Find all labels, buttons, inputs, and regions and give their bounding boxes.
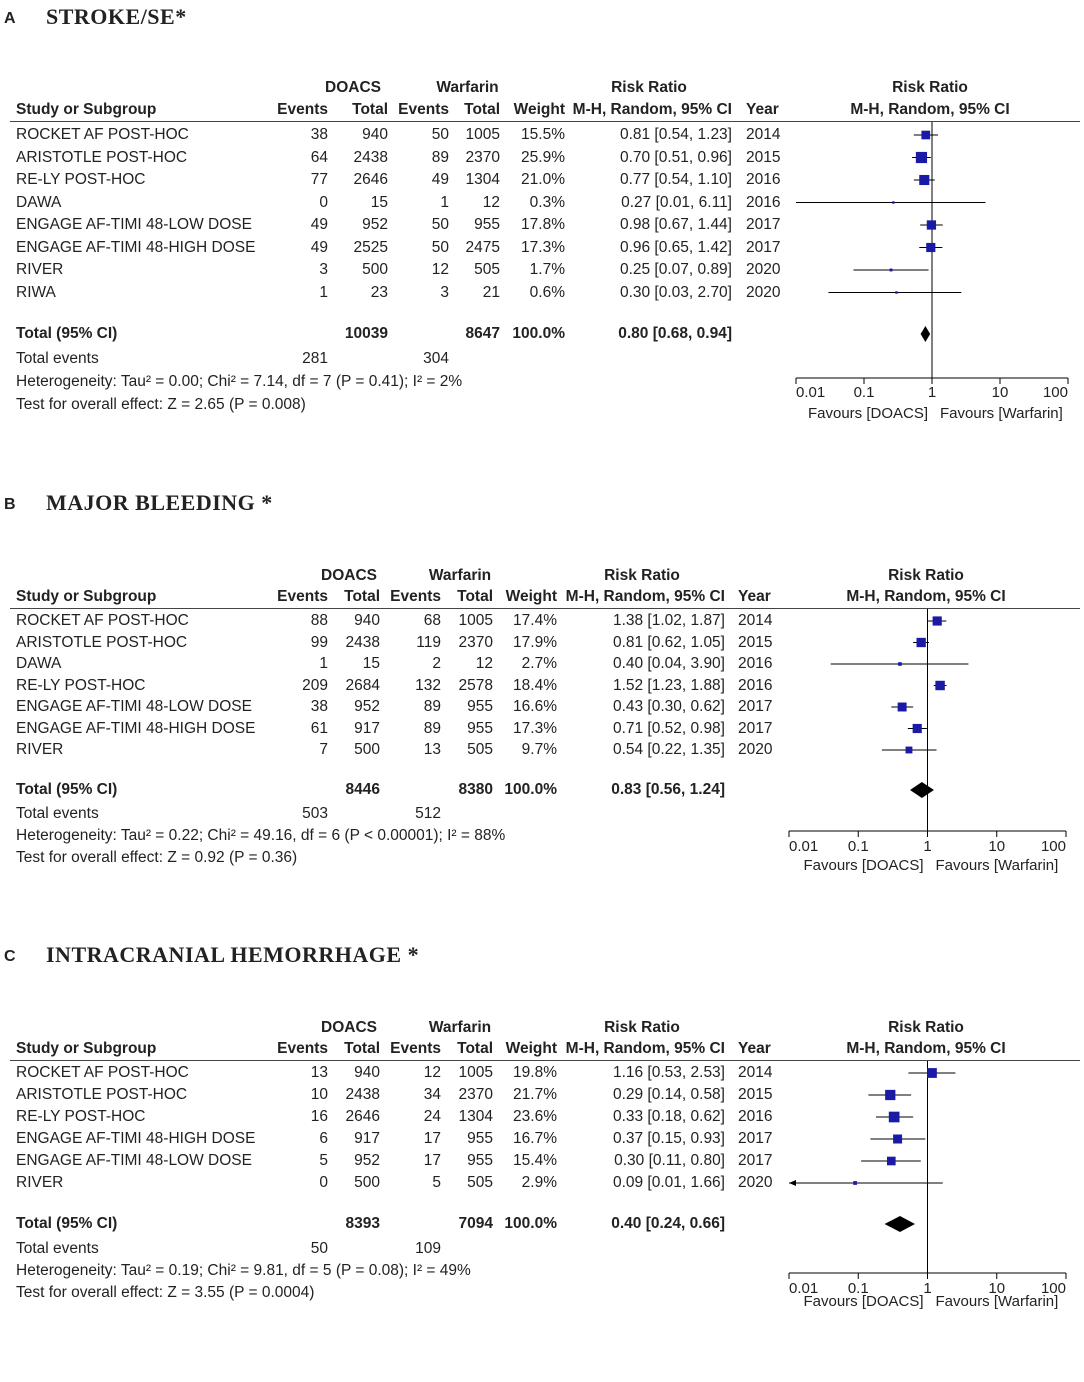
header-plot-method: M-H, Random, 95% CI xyxy=(846,588,1006,605)
x-tick-label: 0.01 xyxy=(789,838,819,855)
study-weight: 25.9% xyxy=(521,148,565,166)
header-risk-ratio: Risk Ratio xyxy=(604,1019,680,1036)
overall-effect-text: Test for overall effect: Z = 0.92 (P = 0.36) xyxy=(16,849,298,866)
forest-plot xyxy=(0,942,1084,1382)
events-warfarin: 68 xyxy=(423,612,441,629)
total-events-doacs: 281 xyxy=(302,350,328,367)
x-tick-label: 1 xyxy=(927,384,937,401)
effect-square xyxy=(906,747,913,754)
total-warfarin: 1304 xyxy=(458,1108,493,1125)
total-warfarin: 955 xyxy=(474,216,500,233)
total-warfarin: 12 xyxy=(482,193,500,211)
total-events-warfarin: 109 xyxy=(415,1240,441,1257)
events-warfarin: 13 xyxy=(423,741,441,758)
study-ci: 0.30 [0.03, 2.70] xyxy=(619,283,732,301)
study-weight: 1.7% xyxy=(529,261,565,278)
header-events-doacs: Events xyxy=(277,101,328,118)
study-name: ENGAGE AF-TIMI 48-HIGH DOSE xyxy=(16,1130,256,1147)
events-warfarin: 12 xyxy=(423,1064,441,1081)
total-doacs: 940 xyxy=(354,612,380,629)
study-year: 2015 xyxy=(738,1086,773,1103)
events-doacs: 99 xyxy=(310,633,328,651)
study-weight: 17.4% xyxy=(513,612,557,629)
panel-title: MAJOR BLEEDING * xyxy=(46,490,273,515)
study-weight: 16.6% xyxy=(513,698,557,715)
total-doacs: 15 xyxy=(370,193,388,211)
total-events-label: Total events xyxy=(16,350,99,367)
header-doacs: DOACS xyxy=(325,79,381,96)
header-warfarin: Warfarin xyxy=(436,79,499,96)
header-method: M-H, Random, 95% CI xyxy=(572,101,732,118)
header-study: Study or Subgroup xyxy=(16,101,157,118)
total-doacs: 2646 xyxy=(353,171,388,188)
study-name: ENGAGE AF-TIMI 48-LOW DOSE xyxy=(16,698,252,715)
study-ci: 0.54 [0.22, 1.35] xyxy=(612,741,725,758)
x-tick-label: 10 xyxy=(988,838,1006,855)
study-ci: 0.98 [0.67, 1.44] xyxy=(619,216,732,233)
total-doacs-sum: 8393 xyxy=(345,1215,380,1232)
events-doacs: 61 xyxy=(310,719,328,737)
total-weight: 100.0% xyxy=(512,325,565,342)
study-name: RE-LY POST-HOC xyxy=(16,171,146,188)
effect-square xyxy=(889,1112,900,1123)
study-name: RE-LY POST-HOC xyxy=(16,1108,146,1125)
events-doacs: 64 xyxy=(310,148,328,166)
header-plot-method: M-H, Random, 95% CI xyxy=(850,101,1010,118)
total-warfarin: 1005 xyxy=(458,1064,493,1081)
header-total-doacs: Total xyxy=(352,101,388,118)
favours-warfarin-label: Favours [Warfarin] xyxy=(935,857,1059,874)
total-warfarin: 2370 xyxy=(465,148,500,166)
effect-square xyxy=(927,220,936,229)
study-weight: 21.7% xyxy=(513,1086,557,1103)
total-warfarin: 2578 xyxy=(458,676,493,694)
study-year: 2016 xyxy=(746,193,781,211)
effect-square xyxy=(921,131,930,140)
total-warfarin: 12 xyxy=(475,655,493,672)
header-method: M-H, Random, 95% CI xyxy=(565,588,725,605)
study-year: 2020 xyxy=(746,261,781,278)
forest-panel-b xyxy=(0,490,1084,930)
events-warfarin: 49 xyxy=(431,171,449,188)
study-name: ENGAGE AF-TIMI 48-HIGH DOSE xyxy=(16,238,256,256)
events-warfarin: 50 xyxy=(431,126,449,143)
x-tick-label: 0.01 xyxy=(796,384,826,401)
events-warfarin: 34 xyxy=(423,1086,441,1103)
header-doacs: DOACS xyxy=(321,1019,377,1036)
favours-warfarin-label: Favours [Warfarin] xyxy=(935,1293,1059,1310)
study-name: RIVER xyxy=(16,741,64,758)
study-weight: 23.6% xyxy=(513,1108,557,1125)
x-tick-label: 0.1 xyxy=(847,1280,869,1297)
events-warfarin: 50 xyxy=(431,216,449,233)
study-name: DAWA xyxy=(16,655,62,672)
study-weight: 17.3% xyxy=(521,238,565,256)
total-events-doacs: 50 xyxy=(310,1240,328,1257)
overall-effect-text: Test for overall effect: Z = 3.55 (P = 0.0004) xyxy=(16,1284,315,1301)
header-events-warfarin: Events xyxy=(390,588,441,605)
study-year: 2016 xyxy=(738,1108,773,1125)
x-tick-label: 100 xyxy=(1040,838,1066,855)
study-year: 2017 xyxy=(738,1130,773,1147)
header-plot-risk-ratio: Risk Ratio xyxy=(888,567,964,584)
effect-square xyxy=(933,616,942,625)
study-year: 2015 xyxy=(746,148,781,166)
events-warfarin: 89 xyxy=(423,698,441,715)
total-doacs: 2525 xyxy=(353,238,388,256)
events-warfarin: 132 xyxy=(415,676,441,694)
effect-square xyxy=(927,1068,937,1078)
total-events-label: Total events xyxy=(16,805,99,822)
study-year: 2015 xyxy=(738,633,773,651)
x-tick-label: 0.1 xyxy=(847,838,869,855)
total-doacs-sum: 8446 xyxy=(345,781,380,798)
favours-doacs-label: Favours [DOACS] xyxy=(803,1293,924,1310)
header-weight: Weight xyxy=(505,1040,557,1057)
total-doacs: 2438 xyxy=(345,633,380,651)
total-warfarin: 955 xyxy=(467,698,493,715)
study-weight: 18.4% xyxy=(513,676,557,694)
study-weight: 17.8% xyxy=(521,216,565,233)
total-weight: 100.0% xyxy=(504,781,557,798)
events-doacs: 6 xyxy=(319,1130,328,1147)
study-year: 2017 xyxy=(746,216,781,233)
study-ci: 0.30 [0.11, 0.80] xyxy=(614,1152,725,1169)
study-weight: 15.4% xyxy=(513,1152,557,1169)
effect-square xyxy=(895,291,897,293)
total-doacs: 952 xyxy=(354,1152,380,1169)
effect-square xyxy=(898,703,907,712)
study-ci: 0.71 [0.52, 0.98] xyxy=(612,719,725,737)
events-doacs: 1 xyxy=(319,283,328,301)
header-events-doacs: Events xyxy=(277,588,328,605)
total-warfarin: 1005 xyxy=(465,126,500,143)
header-year: Year xyxy=(746,101,779,118)
study-weight: 16.7% xyxy=(513,1130,557,1147)
effect-square xyxy=(885,1090,895,1100)
events-doacs: 38 xyxy=(310,126,328,143)
total-doacs-sum: 10039 xyxy=(344,325,388,342)
events-doacs: 7 xyxy=(319,741,328,758)
events-warfarin: 89 xyxy=(431,148,449,166)
events-doacs: 1 xyxy=(319,655,328,672)
header-total-warfarin: Total xyxy=(457,588,493,605)
study-name: ARISTOTLE POST-HOC xyxy=(16,1086,188,1103)
study-ci: 1.16 [0.53, 2.53] xyxy=(612,1064,725,1081)
total-ci: 0.40 [0.24, 0.66] xyxy=(611,1215,725,1232)
study-weight: 17.3% xyxy=(513,719,557,737)
total-doacs: 500 xyxy=(362,261,388,278)
total-doacs: 2438 xyxy=(353,148,388,166)
panel-letter: B xyxy=(4,496,16,513)
events-doacs: 0 xyxy=(319,1174,328,1191)
total-doacs: 952 xyxy=(354,698,380,715)
study-ci: 0.27 [0.01, 6.11] xyxy=(621,193,732,211)
events-warfarin: 119 xyxy=(416,633,441,651)
total-ci: 0.80 [0.68, 0.94] xyxy=(618,325,732,342)
study-ci: 0.37 [0.15, 0.93] xyxy=(612,1130,725,1147)
study-name: ROCKET AF POST-HOC xyxy=(16,1064,189,1081)
header-total-doacs: Total xyxy=(344,1040,380,1057)
total-warfarin: 2370 xyxy=(458,633,493,651)
total-doacs: 500 xyxy=(354,1174,380,1191)
effect-square xyxy=(926,243,935,252)
events-doacs: 209 xyxy=(302,676,328,694)
total-label: Total (95% CI) xyxy=(16,1215,118,1232)
study-name: RE-LY POST-HOC xyxy=(16,676,146,694)
total-events-warfarin: 512 xyxy=(415,805,441,822)
study-weight: 9.7% xyxy=(521,741,557,758)
total-doacs: 2684 xyxy=(345,676,380,694)
total-warfarin-sum: 8647 xyxy=(465,325,500,342)
x-tick-label: 1 xyxy=(923,838,932,855)
study-year: 2017 xyxy=(738,1152,773,1169)
study-year: 2017 xyxy=(738,719,773,737)
study-weight: 15.5% xyxy=(521,126,565,143)
effect-square xyxy=(887,1157,896,1166)
events-doacs: 38 xyxy=(310,698,328,715)
events-warfarin: 24 xyxy=(423,1108,441,1125)
total-warfarin: 505 xyxy=(467,1174,493,1191)
total-ci: 0.83 [0.56, 1.24] xyxy=(611,781,725,798)
x-tick-label: 100 xyxy=(1042,384,1068,401)
favours-doacs-label: Favours [DOACS] xyxy=(807,405,928,422)
pooled-diamond xyxy=(910,782,934,798)
study-year: 2014 xyxy=(738,612,773,629)
effect-square xyxy=(935,681,944,690)
header-year: Year xyxy=(738,1040,771,1057)
total-warfarin: 2475 xyxy=(465,238,500,256)
study-name: RIVER xyxy=(16,261,64,278)
pooled-diamond xyxy=(885,1216,915,1232)
effect-square xyxy=(892,201,894,203)
study-ci: 0.40 [0.04, 3.90] xyxy=(612,655,725,672)
ci-arrow xyxy=(789,1180,796,1186)
study-ci: 0.43 [0.30, 0.62] xyxy=(612,698,725,715)
effect-square xyxy=(917,638,926,647)
effect-square xyxy=(893,1135,902,1144)
heterogeneity-text: Heterogeneity: Tau² = 0.19; Chi² = 9.81, df = 5 (P = 0.08); I² = 49% xyxy=(16,1262,471,1279)
study-name: RIVER xyxy=(16,1174,64,1191)
x-tick-label: 10 xyxy=(988,1280,1006,1297)
study-weight: 0.6% xyxy=(529,283,565,301)
total-doacs: 940 xyxy=(354,1064,380,1081)
total-doacs: 940 xyxy=(362,126,388,143)
events-warfarin: 17 xyxy=(423,1130,441,1147)
favours-warfarin-label: Favours [Warfarin] xyxy=(940,405,1063,422)
events-warfarin: 3 xyxy=(440,283,449,301)
heterogeneity-text: Heterogeneity: Tau² = 0.00; Chi² = 7.14, df = 7 (P = 0.41); I² = 2% xyxy=(16,373,463,390)
panel-letter: A xyxy=(4,10,16,27)
total-doacs: 2646 xyxy=(345,1108,380,1125)
study-year: 2016 xyxy=(746,171,781,188)
header-total-warfarin: Total xyxy=(457,1040,493,1057)
study-ci: 0.09 [0.01, 1.66] xyxy=(612,1174,725,1191)
study-name: DAWA xyxy=(16,193,62,211)
overall-effect-text: Test for overall effect: Z = 2.65 (P = 0.008) xyxy=(16,396,306,413)
study-year: 2014 xyxy=(738,1064,773,1081)
study-ci: 1.38 [1.02, 1.87] xyxy=(612,612,725,629)
total-events-label: Total events xyxy=(16,1240,99,1257)
events-warfarin: 12 xyxy=(431,261,449,278)
total-events-warfarin: 304 xyxy=(423,350,449,367)
header-weight: Weight xyxy=(513,101,565,118)
total-warfarin: 505 xyxy=(474,261,500,278)
header-warfarin: Warfarin xyxy=(428,567,492,584)
study-ci: 0.96 [0.65, 1.42] xyxy=(619,238,732,256)
panel-title: INTRACRANIAL HEMORRHAGE * xyxy=(46,942,420,967)
study-ci: 0.70 [0.51, 0.96] xyxy=(619,148,732,166)
x-tick-label: 0.01 xyxy=(789,1280,819,1297)
total-events-doacs: 503 xyxy=(302,805,328,822)
total-warfarin: 1304 xyxy=(465,171,500,188)
events-doacs: 5 xyxy=(319,1152,328,1169)
forest-panel-a xyxy=(0,0,1084,440)
study-name: ENGAGE AF-TIMI 48-HIGH DOSE xyxy=(16,719,256,737)
total-label: Total (95% CI) xyxy=(16,781,118,798)
header-plot-risk-ratio: Risk Ratio xyxy=(888,1019,964,1036)
x-tick-label: 0.1 xyxy=(853,384,875,401)
total-warfarin: 2370 xyxy=(458,1086,493,1103)
events-doacs: 77 xyxy=(310,171,328,188)
study-name: RIWA xyxy=(16,283,56,301)
study-ci: 0.29 [0.14, 0.58] xyxy=(612,1086,725,1103)
header-plot-risk-ratio: Risk Ratio xyxy=(892,79,968,96)
header-doacs: DOACS xyxy=(321,567,377,584)
events-doacs: 16 xyxy=(310,1108,328,1125)
total-doacs: 500 xyxy=(354,741,380,758)
header-total-warfarin: Total xyxy=(464,101,500,118)
effect-square xyxy=(916,152,927,163)
study-year: 2014 xyxy=(746,126,781,143)
forest-panel-c xyxy=(0,942,1084,1382)
study-weight: 17.9% xyxy=(513,633,557,651)
pooled-diamond xyxy=(921,326,931,342)
total-doacs: 23 xyxy=(370,283,388,301)
study-year: 2017 xyxy=(746,238,781,256)
events-doacs: 49 xyxy=(310,238,328,256)
favours-doacs-label: Favours [DOACS] xyxy=(803,857,924,874)
header-events-doacs: Events xyxy=(277,1040,328,1057)
events-warfarin: 5 xyxy=(432,1174,441,1191)
x-tick-label: 10 xyxy=(991,384,1009,401)
total-doacs: 2438 xyxy=(345,1086,380,1103)
study-name: ROCKET AF POST-HOC xyxy=(16,612,189,629)
study-weight: 0.3% xyxy=(529,193,565,211)
total-warfarin: 955 xyxy=(467,719,493,737)
events-doacs: 49 xyxy=(310,216,328,233)
study-ci: 0.25 [0.07, 0.89] xyxy=(619,261,732,278)
events-warfarin: 1 xyxy=(440,193,449,211)
total-label: Total (95% CI) xyxy=(16,325,118,342)
header-method: M-H, Random, 95% CI xyxy=(565,1040,725,1057)
header-events-warfarin: Events xyxy=(398,101,449,118)
study-name: ARISTOTLE POST-HOC xyxy=(16,148,188,166)
heterogeneity-text: Heterogeneity: Tau² = 0.22; Chi² = 49.16, df = 6 (P < 0.00001); I² = 88% xyxy=(16,827,506,844)
header-risk-ratio: Risk Ratio xyxy=(611,79,687,96)
study-name: ENGAGE AF-TIMI 48-LOW DOSE xyxy=(16,216,252,233)
study-name: ARISTOTLE POST-HOC xyxy=(16,633,188,651)
events-doacs: 88 xyxy=(310,612,328,629)
events-doacs: 0 xyxy=(319,193,328,211)
study-weight: 2.9% xyxy=(521,1174,557,1191)
header-risk-ratio: Risk Ratio xyxy=(604,567,680,584)
total-warfarin: 955 xyxy=(467,1130,493,1147)
events-warfarin: 50 xyxy=(431,238,449,256)
x-tick-label: 1 xyxy=(923,1280,932,1297)
study-year: 2020 xyxy=(738,741,773,758)
study-year: 2016 xyxy=(738,655,773,672)
study-ci: 0.77 [0.54, 1.10] xyxy=(619,171,732,188)
header-study: Study or Subgroup xyxy=(16,588,157,605)
events-doacs: 3 xyxy=(319,261,328,278)
study-ci: 0.33 [0.18, 0.62] xyxy=(612,1108,725,1125)
total-warfarin: 21 xyxy=(482,283,500,301)
total-doacs: 917 xyxy=(354,1130,380,1147)
total-warfarin: 1005 xyxy=(458,612,493,629)
study-year: 2016 xyxy=(738,676,773,694)
study-year: 2020 xyxy=(738,1174,773,1191)
study-name: ROCKET AF POST-HOC xyxy=(16,126,189,143)
effect-square xyxy=(913,724,922,733)
effect-square xyxy=(853,1181,857,1185)
header-year: Year xyxy=(738,588,771,605)
total-warfarin-sum: 7094 xyxy=(458,1215,493,1232)
total-doacs: 952 xyxy=(362,216,388,233)
study-weight: 19.8% xyxy=(513,1064,557,1081)
x-tick-label: 100 xyxy=(1040,1280,1066,1297)
total-weight: 100.0% xyxy=(504,1215,557,1232)
study-weight: 21.0% xyxy=(521,171,565,188)
total-warfarin: 955 xyxy=(467,1152,493,1169)
events-doacs: 13 xyxy=(310,1064,328,1081)
effect-square xyxy=(898,662,902,666)
total-doacs: 15 xyxy=(362,655,380,672)
header-events-warfarin: Events xyxy=(390,1040,441,1057)
header-plot-method: M-H, Random, 95% CI xyxy=(846,1040,1006,1057)
study-year: 2020 xyxy=(746,283,781,301)
panel-letter: C xyxy=(4,948,16,965)
study-ci: 0.81 [0.54, 1.23] xyxy=(619,126,732,143)
header-warfarin: Warfarin xyxy=(428,1019,492,1036)
study-name: ENGAGE AF-TIMI 48-LOW DOSE xyxy=(16,1152,252,1169)
study-weight: 2.7% xyxy=(521,655,557,672)
total-warfarin: 505 xyxy=(467,741,493,758)
study-ci: 1.52 [1.23, 1.88] xyxy=(612,676,725,694)
total-doacs: 917 xyxy=(354,719,380,737)
events-warfarin: 89 xyxy=(423,719,441,737)
events-warfarin: 17 xyxy=(423,1152,441,1169)
header-study: Study or Subgroup xyxy=(16,1040,157,1057)
panel-title: STROKE/SE* xyxy=(46,4,187,29)
effect-square xyxy=(890,269,893,272)
header-weight: Weight xyxy=(505,588,557,605)
total-warfarin-sum: 8380 xyxy=(458,781,493,798)
events-warfarin: 2 xyxy=(432,655,441,672)
study-year: 2017 xyxy=(738,698,773,715)
study-ci: 0.81 [0.62, 1.05] xyxy=(612,633,725,651)
header-total-doacs: Total xyxy=(344,588,380,605)
forest-plot xyxy=(0,0,1084,440)
effect-square xyxy=(919,175,929,185)
events-doacs: 10 xyxy=(310,1086,328,1103)
